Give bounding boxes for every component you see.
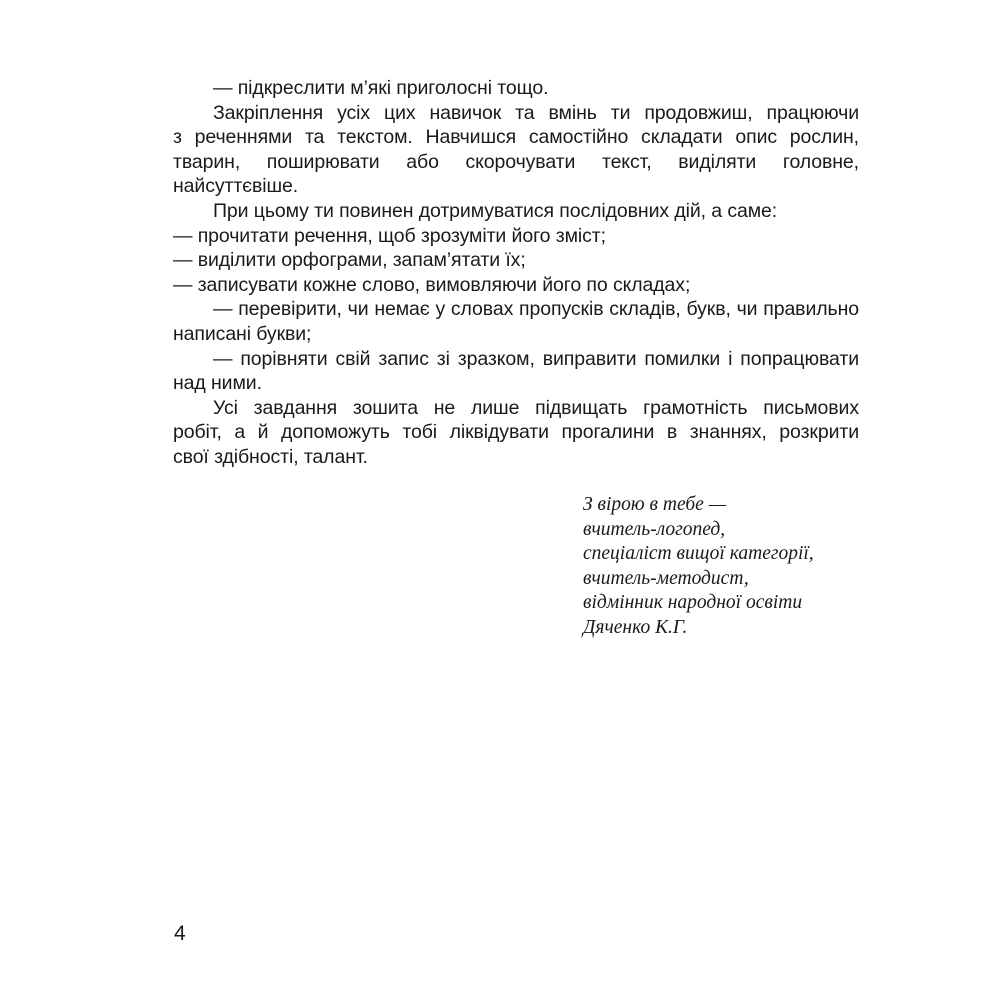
list-item: — виділити орфограми, запам’ятати їх;: [173, 249, 526, 272]
list-item: — записувати кожне слово, вимовляючи його по складах;: [173, 273, 691, 296]
paragraph-line: При цьому ти повинен дотримуватися послідовних дій, а саме:: [213, 199, 778, 222]
signature-line: вчитель-логопед,: [583, 518, 726, 540]
signature-block: [583, 493, 814, 641]
signature-line: відмінник народної освіти: [583, 592, 803, 614]
signature-line: спеціаліст вищої категорії,: [583, 543, 814, 565]
paragraph-line: свої здібності, талант.: [173, 445, 368, 468]
signature-line: З вірою в тебе —: [583, 494, 727, 515]
paragraph-line: з реченнями та текстом. Навчишся самостійно складати опис рослин,: [173, 126, 859, 149]
signature-author: Дяченко К.Г.: [583, 616, 688, 638]
paragraph-line: тварин, поширювати або скорочувати текст, виділяти головне,: [173, 150, 859, 173]
paragraph-line: Закріплення усіх цих навичок та вмінь ти продовжиш, працюючи: [213, 101, 859, 124]
list-item-continuation: над ними.: [173, 372, 262, 395]
page-number: 4: [174, 922, 186, 945]
paragraph-line: — підкреслити м’які приголосні тощо.: [213, 77, 549, 99]
list-item-continuation: написані букви;: [173, 322, 312, 345]
list-item: — порівняти свій запис зі зразком, виправити помилки і попрацювати: [213, 347, 859, 370]
paragraph-line: найсуттєвіше.: [173, 175, 299, 198]
body-text: [173, 76, 859, 470]
list-item: — прочитати речення, щоб зрозуміти його зміст;: [173, 224, 606, 247]
list-item: — перевірити, чи немає у словах пропусків складів, букв, чи правильно: [213, 298, 859, 321]
paragraph-line: Усі завдання зошита не лише підвищать грамотність письмових: [213, 396, 859, 419]
paragraph-line: робіт, а й допоможуть тобі ліквідувати прогалини в знаннях, розкрити: [173, 421, 859, 444]
signature-line: вчитель-методист,: [583, 567, 749, 589]
